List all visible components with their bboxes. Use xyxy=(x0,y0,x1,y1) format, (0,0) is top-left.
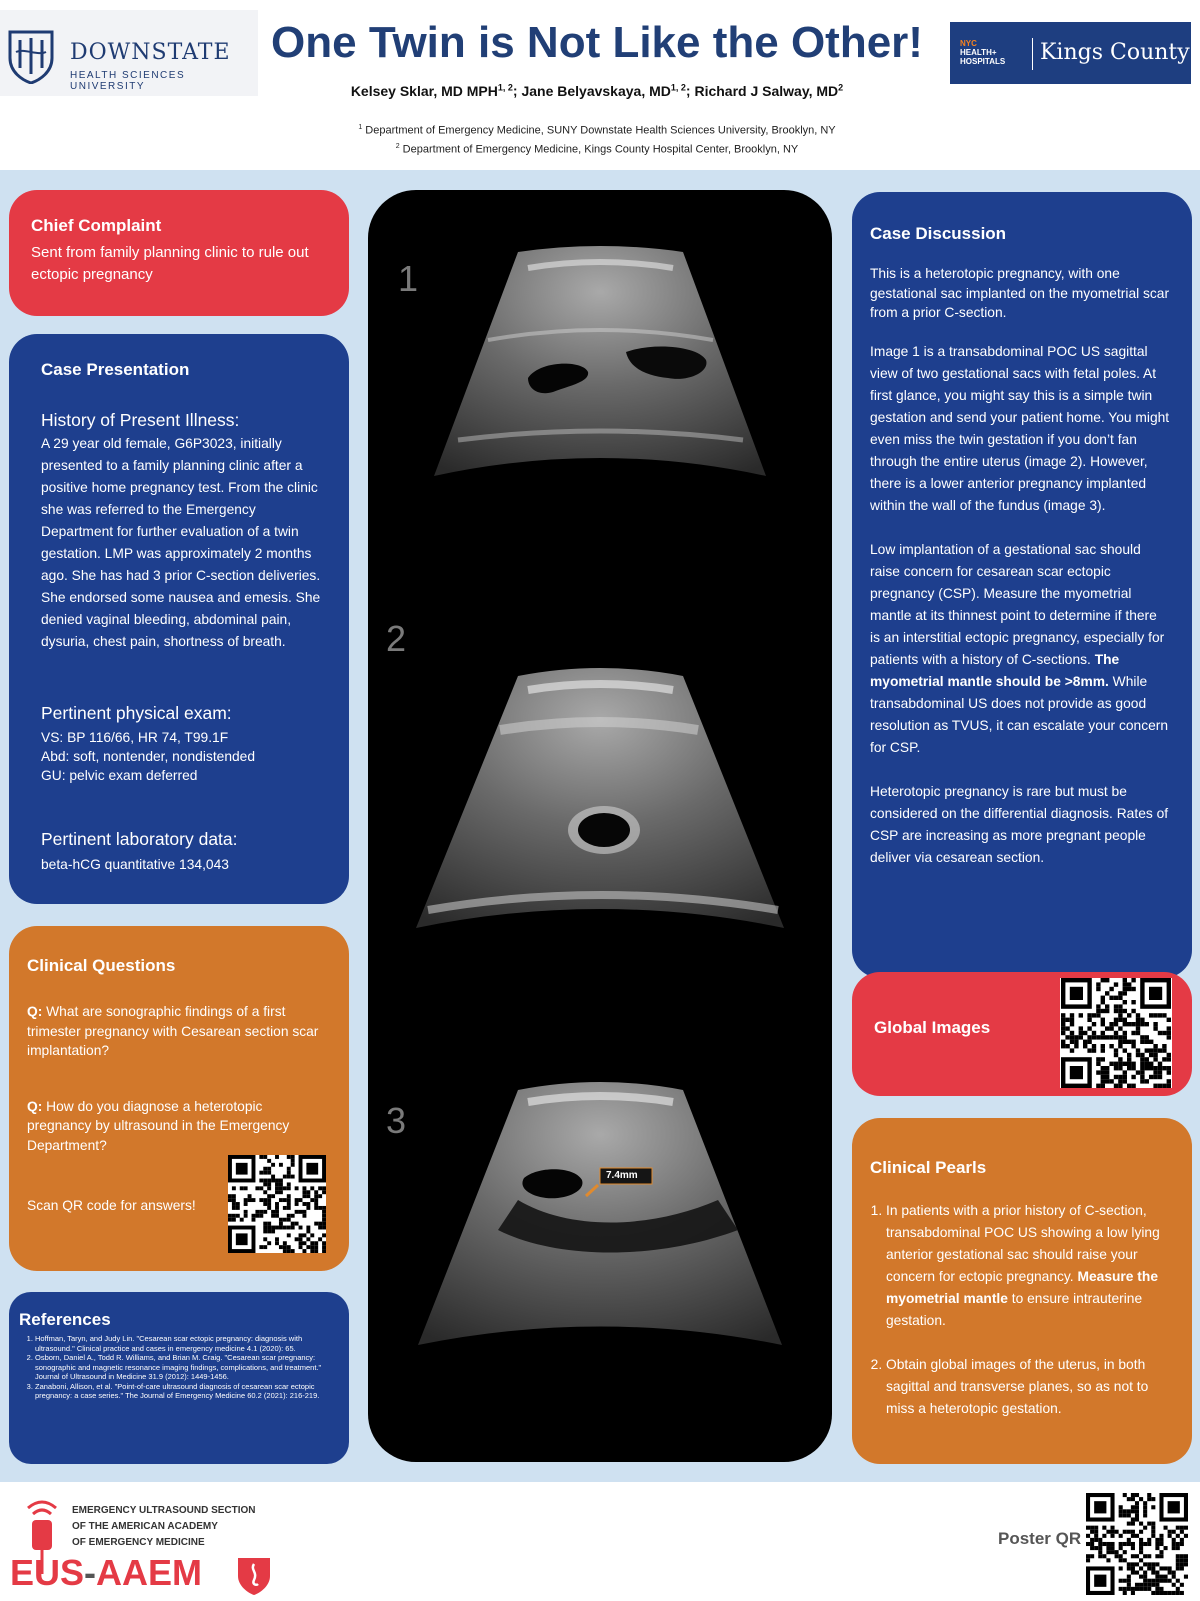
case-presentation-panel xyxy=(9,334,349,904)
downstate-subtitle: HEALTH SCIENCES UNIVERSITY xyxy=(70,70,186,92)
ultrasound-image-3 xyxy=(418,1082,782,1345)
reference-item: 1. Hoffman, Taryn, and Judy Lin. "Cesarean scar ectopic pregnancy: diagnosis with ultrasound." Clinical practice and cases in emergency medicine 4.1 (2020): 65. xyxy=(35,1334,333,1353)
question-2: Q: How do you diagnose a heterotopic pregnancy by ultrasound in the Emergency Department? xyxy=(27,1098,290,1153)
affiliations xyxy=(262,120,932,157)
clinical-pearls-list xyxy=(870,1200,1170,1420)
case-presentation-heading: Case Presentation xyxy=(41,360,190,379)
pearl-item-1: 1. In patients with a prior history of C-section, transabdominal POC US showing a low lying anterior gestational sac should raise your concern for ectopic pregnancy. Measure the myometrial mantle to ensure intrauterine gestation. xyxy=(886,1200,1170,1332)
downstate-shield-icon xyxy=(6,28,56,84)
measurement-label: 7.4mm xyxy=(606,1170,638,1181)
reference-item: 2. Osborn, Daniel A., Todd R. Williams, and Brian M. Craig. "Cesarean scar pregnancy: sonographic and magnetic resonance imaging findings, complications, and treatment." Journal of Ultrasound in Medicine 31.9 (2012): 1449-1456. xyxy=(35,1353,333,1382)
image-label-2: 2 xyxy=(386,618,407,659)
pearl-item-2: 2. Obtain global images of the uterus, in both sagittal and transverse planes, so as not to miss a heterotopic gestation. xyxy=(886,1354,1170,1420)
references-panel xyxy=(9,1292,349,1464)
author-name: Jane Belyavskaya, MD$^{1, 2}$ xyxy=(521,82,686,99)
exam-heading: Pertinent physical exam: xyxy=(41,703,232,723)
author-name: Richard J Salway, $MD^2$ xyxy=(694,82,844,99)
clinical-pearls-heading: Clinical Pearls xyxy=(870,1158,987,1177)
logo-divider xyxy=(1032,38,1033,70)
ultrasound-image-1 xyxy=(434,246,766,476)
discussion-paragraph-1: This is a heterotopic pregnancy, with one gestational sac implanted on the myometrial scar from a prior C-section. xyxy=(870,266,1170,320)
kings-county-logo xyxy=(950,22,1191,84)
global-images-qr-code[interactable] xyxy=(1060,978,1172,1088)
question-1: Q: What are sonographic findings of a first trimester pregnancy with Cesarean section scar implantation? xyxy=(27,1004,319,1058)
clinical-pearls-panel xyxy=(852,1118,1192,1464)
chief-complaint-panel xyxy=(9,190,349,316)
references-list xyxy=(19,1334,333,1401)
case-discussion-panel xyxy=(852,192,1192,978)
discussion-paragraph-4: Heterotopic pregnancy is rare but must be considered on the differential diagnosis. Rates of CSP are increasing as more pregnant people deliver via cesarean section. xyxy=(870,783,1169,865)
author-name: Kelsey Sklar, MD MPH$^{1, 2}$ xyxy=(350,82,513,99)
nyc-hh-wordmark: NYC HEALTH+ HOSPITALS xyxy=(960,39,1006,66)
eus-org-name: EMERGENCY ULTRASOUND SECTION OF THE AMERICAN ACADEMY OF EMERGENCY MEDICINE xyxy=(72,1505,256,1548)
ultrasound-images xyxy=(368,190,832,1462)
chief-complaint-heading: Chief Complaint xyxy=(31,216,162,235)
poster-qr-label: Poster QR xyxy=(998,1529,1082,1548)
global-images-label: Global Images xyxy=(874,1018,991,1037)
references-heading: References xyxy=(19,1310,111,1329)
clinical-questions-heading: Clinical Questions xyxy=(27,956,176,975)
lab-heading: Pertinent laboratory data: xyxy=(41,829,238,849)
affiliation-line: $^2$ Department of Emergency Medicine, Kings County Hospital Center, Brooklyn, NY xyxy=(395,142,799,156)
lab-text: beta-hCG quantitative 134,043 xyxy=(41,857,229,872)
hpi-heading: History of Present Illness: xyxy=(41,410,240,430)
hpi-text: A 29 year old female, G6P3023, initially presented to a family planning clinic after a positive home pregnancy test. From the clinic she was referred to the Emergency Department for further evaluation of a twin gestation. LMP was approximately 2 months ago. She has had 3 prior C-section deliveries. She endorsed some nausea and emesis. She denied vaginal bleeding, abdominal pain, dysuria, chest pain, shortness of breath. xyxy=(41,436,321,649)
downstate-logo xyxy=(0,10,258,96)
poster-qr-code[interactable] xyxy=(1086,1492,1188,1596)
ultrasound-image-2 xyxy=(416,668,784,928)
image-label-1: 1 xyxy=(398,258,419,299)
downstate-name: DOWNSTATE xyxy=(70,40,231,65)
scan-qr-text: Scan QR code for answers! xyxy=(27,1198,196,1213)
image-label-3: 3 xyxy=(386,1100,407,1141)
answers-qr-code[interactable] xyxy=(228,1155,326,1253)
poster-title: One Twin is Not Like the Other! xyxy=(271,18,923,67)
discussion-paragraph-3: Low implantation of a gestational sac should raise concern for cesarean scar ectopic pregnancy (CSP). Measure the myometrial mantle at its thinnest point to determine if there is an interstitial ectopic pregnancy, especially for patients with a history of C-sections. The myometrial mantle should be >8mm. While transabdominal US does not provide as good resolution as TVUS, it can escalate your concern for CSP. xyxy=(870,541,1169,755)
ultrasound-images-column xyxy=(368,190,832,1462)
chief-complaint-text: Sent from family planning clinic to rule out ectopic pregnancy xyxy=(31,244,309,283)
exam-lines: VS: BP 116/66, HR 74, T99.1F Abd: soft, nontender, nondistended GU: pelvic exam deferred xyxy=(41,730,256,783)
reference-item: 3. Zanaboni, Allison, et al. "Point-of-care ultrasound diagnosis of cesarean scar ectopic pregnancy: a case series." The Journal of Emergency Medicine 60.2 (2021): 216-219. xyxy=(35,1382,333,1401)
eus-aaem-wordmark: EUS-AAEM xyxy=(10,1552,203,1593)
affiliation-line: $^1$ Department of Emergency Medicine, SUNY Downstate Health Sciences University, Brooklyn, NY xyxy=(358,124,836,137)
kings-county-name: Kings County xyxy=(1040,40,1190,65)
discussion-paragraph-2: Image 1 is a transabdominal POC US sagittal view of two gestational sacs with fetal poles. At first glance, you might say this is a simple twin gestation and send your patient home. You might even miss the twin gestation if you don’t fan through the entire uterus (image 2). However, there is a lower anterior pregnancy implanted within the wall of the fundus (image 3). xyxy=(870,343,1170,513)
case-discussion-heading: Case Discussion xyxy=(870,224,1007,243)
aaem-shield-icon xyxy=(236,1556,272,1596)
author-list: Kelsey Sklar, MD MPH$^{1, 2}$; Jane Belyavskaya, MD$^{1, 2}$; Richard J Salway, $MD^2$ xyxy=(350,82,844,99)
